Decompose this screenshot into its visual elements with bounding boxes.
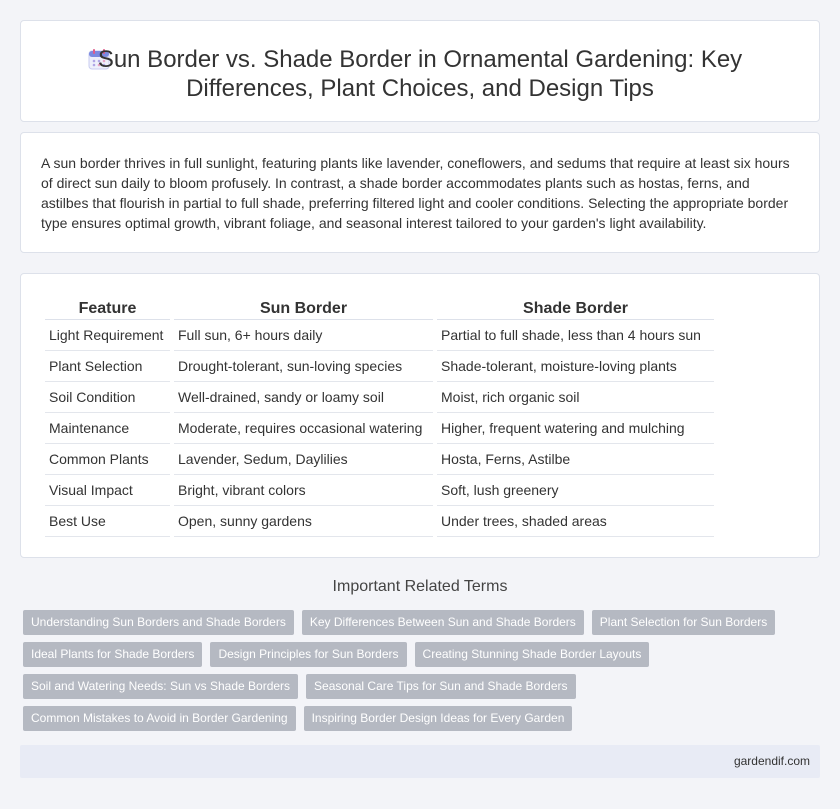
- shade-cell: Soft, lush greenery: [437, 475, 714, 506]
- shade-cell: Moist, rich organic soil: [437, 382, 714, 413]
- related-tag[interactable]: Common Mistakes to Avoid in Border Gardening: [23, 706, 296, 731]
- table-row: [45, 413, 714, 444]
- related-tag[interactable]: Key Differences Between Sun and Shade Borders: [302, 610, 584, 635]
- table-row: [45, 444, 714, 475]
- sun-cell: Bright, vibrant colors: [174, 475, 433, 506]
- related-tag[interactable]: Ideal Plants for Shade Borders: [23, 642, 202, 667]
- feature-cell: Light Requirement: [45, 320, 170, 351]
- feature-cell: Maintenance: [45, 413, 170, 444]
- related-tag[interactable]: Creating Stunning Shade Border Layouts: [415, 642, 650, 667]
- header-shade-border: Shade Border: [437, 294, 714, 320]
- footer-site-link[interactable]: gardendif.com: [733, 754, 810, 768]
- feature-cell: Visual Impact: [45, 475, 170, 506]
- table-row: [45, 351, 714, 382]
- feature-cell: Soil Condition: [45, 382, 170, 413]
- intro-card: [20, 132, 820, 253]
- shade-cell: Under trees, shaded areas: [437, 506, 714, 537]
- related-tag[interactable]: Design Principles for Sun Borders: [210, 642, 406, 667]
- sun-cell: Drought-tolerant, sun-loving species: [174, 351, 433, 382]
- sun-cell: Lavender, Sedum, Daylilies: [174, 444, 433, 475]
- header-sun-border: Sun Border: [174, 294, 433, 320]
- related-terms-title: Important Related Terms: [332, 578, 508, 595]
- related-tag[interactable]: Seasonal Care Tips for Sun and Shade Borders: [306, 674, 576, 699]
- comparison-card: [20, 273, 820, 558]
- page-title: Sun Border vs. Shade Border in Ornamental Gardening: Key Differences, Plant Choices, and Design Tips: [97, 46, 743, 102]
- header-feature: Feature: [45, 294, 170, 320]
- sun-cell: Full sun, 6+ hours daily: [174, 320, 433, 351]
- footer: [20, 745, 820, 778]
- related-tags-row: [23, 674, 576, 699]
- table-row: [45, 382, 714, 413]
- related-tags-row: [23, 610, 775, 635]
- feature-cell: Common Plants: [45, 444, 170, 475]
- table-row: [45, 475, 714, 506]
- intro-paragraph: A sun border thrives in full sunlight, featuring plants like lavender, coneflowers, and sedums that require at least six hours of direct sun daily to bloom profusely. In contrast, a shade border accommodates plants such as hostas, ferns, and astilbes that flourish in partial to full shade, preferring filtered light and cooler conditions. Selecting the appropriate border type ensures optimal growth, vibrant foliage, and seasonal interest tailored to your garden's light availability.: [41, 155, 790, 231]
- table-header-row: [45, 294, 714, 320]
- title-card: [20, 20, 820, 122]
- sun-cell: Well-drained, sandy or loamy soil: [174, 382, 433, 413]
- related-tags-row: [23, 642, 649, 667]
- sun-cell: Moderate, requires occasional watering: [174, 413, 433, 444]
- related-tags-row: [23, 706, 572, 731]
- related-tag[interactable]: Soil and Watering Needs: Sun vs Shade Borders: [23, 674, 298, 699]
- table-row: [45, 320, 714, 351]
- comparison-table: [41, 294, 718, 537]
- feature-cell: Best Use: [45, 506, 170, 537]
- shade-cell: Shade-tolerant, moisture-loving plants: [437, 351, 714, 382]
- feature-cell: Plant Selection: [45, 351, 170, 382]
- sun-cell: Open, sunny gardens: [174, 506, 433, 537]
- related-tag[interactable]: Plant Selection for Sun Borders: [592, 610, 775, 635]
- related-tag[interactable]: Understanding Sun Borders and Shade Borders: [23, 610, 294, 635]
- related-tag[interactable]: Inspiring Border Design Ideas for Every Garden: [304, 706, 573, 731]
- table-row: [45, 506, 714, 537]
- shade-cell: Higher, frequent watering and mulching: [437, 413, 714, 444]
- shade-cell: Partial to full shade, less than 4 hours sun: [437, 320, 714, 351]
- shade-cell: Hosta, Ferns, Astilbe: [437, 444, 714, 475]
